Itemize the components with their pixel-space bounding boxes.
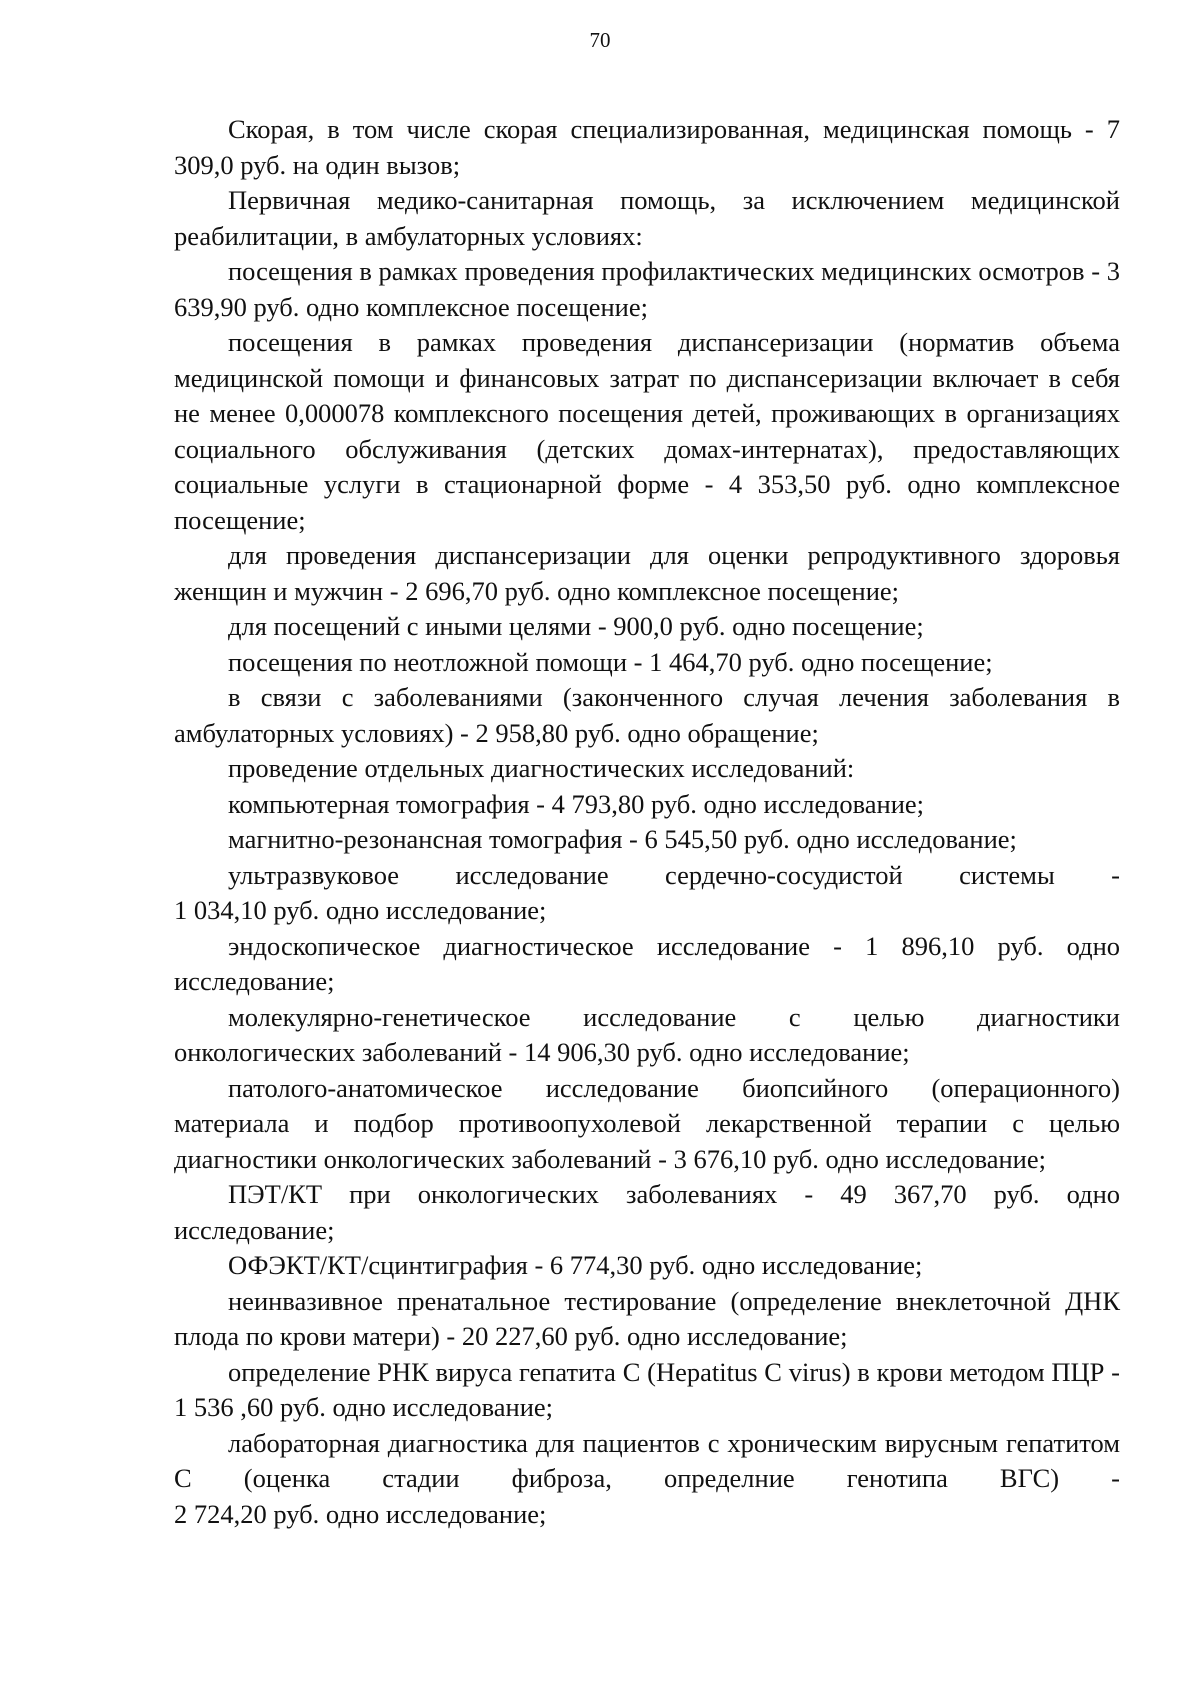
paragraph-hepatitis-rna-price: 1 536 ,60 руб. одно исследование; (174, 1392, 554, 1422)
paragraph-urgent-care: посещения по неотложной помощи - 1 464,70 руб. одно посещение; (228, 646, 993, 677)
paragraph-dispensarization: посещения в рамках проведения диспансеризации (норматив объема медицинской помощи и финансовых затрат по диспансеризации включает в себя не менее 0,000078 комплексного посещения детей, проживающих в организациях социального обслуживания (детских домах-интернатах), предоставляющих социальные услуги в стационарной форме - 4 353,50 руб. одно комплексное посещение; (174, 327, 1120, 535)
paragraph-emergency-care: Скорая, в том числе скорая специализированная, медицинская помощь - 7 309,0 руб. на один вызов; (174, 114, 1120, 180)
paragraph-primary-care-heading: Первичная медико-санитарная помощь, за исключением медицинской реабилитации, в амбулаторных условиях: (174, 185, 1120, 251)
paragraph-pet-ct: ПЭТ/КТ при онкологических заболеваниях - 49 367,70 руб. одно исследование; (174, 1179, 1120, 1245)
paragraph-hepatitis-rna: определение РНК вируса гепатита С (Hepatitus C virus) в крови методом ПЦР - (228, 1356, 1120, 1387)
paragraph-other-visits: для посещений с иными целями - 900,0 руб. одно посещение; (228, 611, 924, 641)
page-number: 70 (589, 28, 611, 52)
paragraph-hepatitis-lab: лабораторная диагностика для пациентов с хроническим вирусным гепатитом С (оценка стадии фиброза, определние генотипа ВГС) - (174, 1427, 1120, 1493)
paragraph-disease-treatment: в связи с заболеваниями (законченного случая лечения заболевания в амбулаторных условиях) - 2 958,80 руб. одно обращение; (174, 682, 1120, 748)
paragraph-prenatal-testing: неинвазивное пренатальное тестирование (определение внеклеточной ДНК плода по крови матери) - 20 227,60 руб. одно исследование; (174, 1285, 1120, 1351)
paragraph-preventive-exams: посещения в рамках проведения профилактических медицинских осмотров - 3 639,90 руб. одно комплексное посещение; (174, 256, 1120, 322)
paragraph-ultrasound-price: 1 034,10 руб. одно исследование; (174, 895, 547, 925)
paragraph-mri: магнитно-резонансная томография - 6 545,50 руб. одно исследование; (228, 824, 1017, 854)
paragraph-endoscopy: эндоскопическое диагностическое исследование - 1 896,10 руб. одно исследование; (174, 930, 1120, 996)
paragraph-molecular-genetic: молекулярно-генетическое исследование с целью диагностики онкологических заболеваний - 14 906,30 руб. одно исследование; (174, 1001, 1120, 1067)
paragraph-pathology: патолого-анатомическое исследование биопсийного (операционного) материала и подбор противоопухолевой лекарственной терапии с целью диагностики онкологических заболеваний - 3 676,10 руб. одно исследование; (174, 1072, 1120, 1174)
paragraph-spect-ct: ОФЭКТ/КТ/сцинтиграфия - 6 774,30 руб. одно исследование; (228, 1250, 923, 1280)
paragraph-ultrasound: ультразвуковое исследование сердечно-сосудистой системы - (228, 859, 1120, 890)
document-body (174, 112, 1120, 1532)
paragraph-ct: компьютерная томография - 4 793,80 руб. одно исследование; (228, 788, 925, 819)
paragraph-reproductive-health: для проведения диспансеризации для оценки репродуктивного здоровья женщин и мужчин - 2 696,70 руб. одно комплексное посещение; (174, 540, 1120, 606)
paragraph-hepatitis-lab-price: 2 724,20 руб. одно исследование; (174, 1498, 547, 1529)
paragraph-diagnostics-heading: проведение отдельных диагностических исследований: (228, 753, 855, 783)
